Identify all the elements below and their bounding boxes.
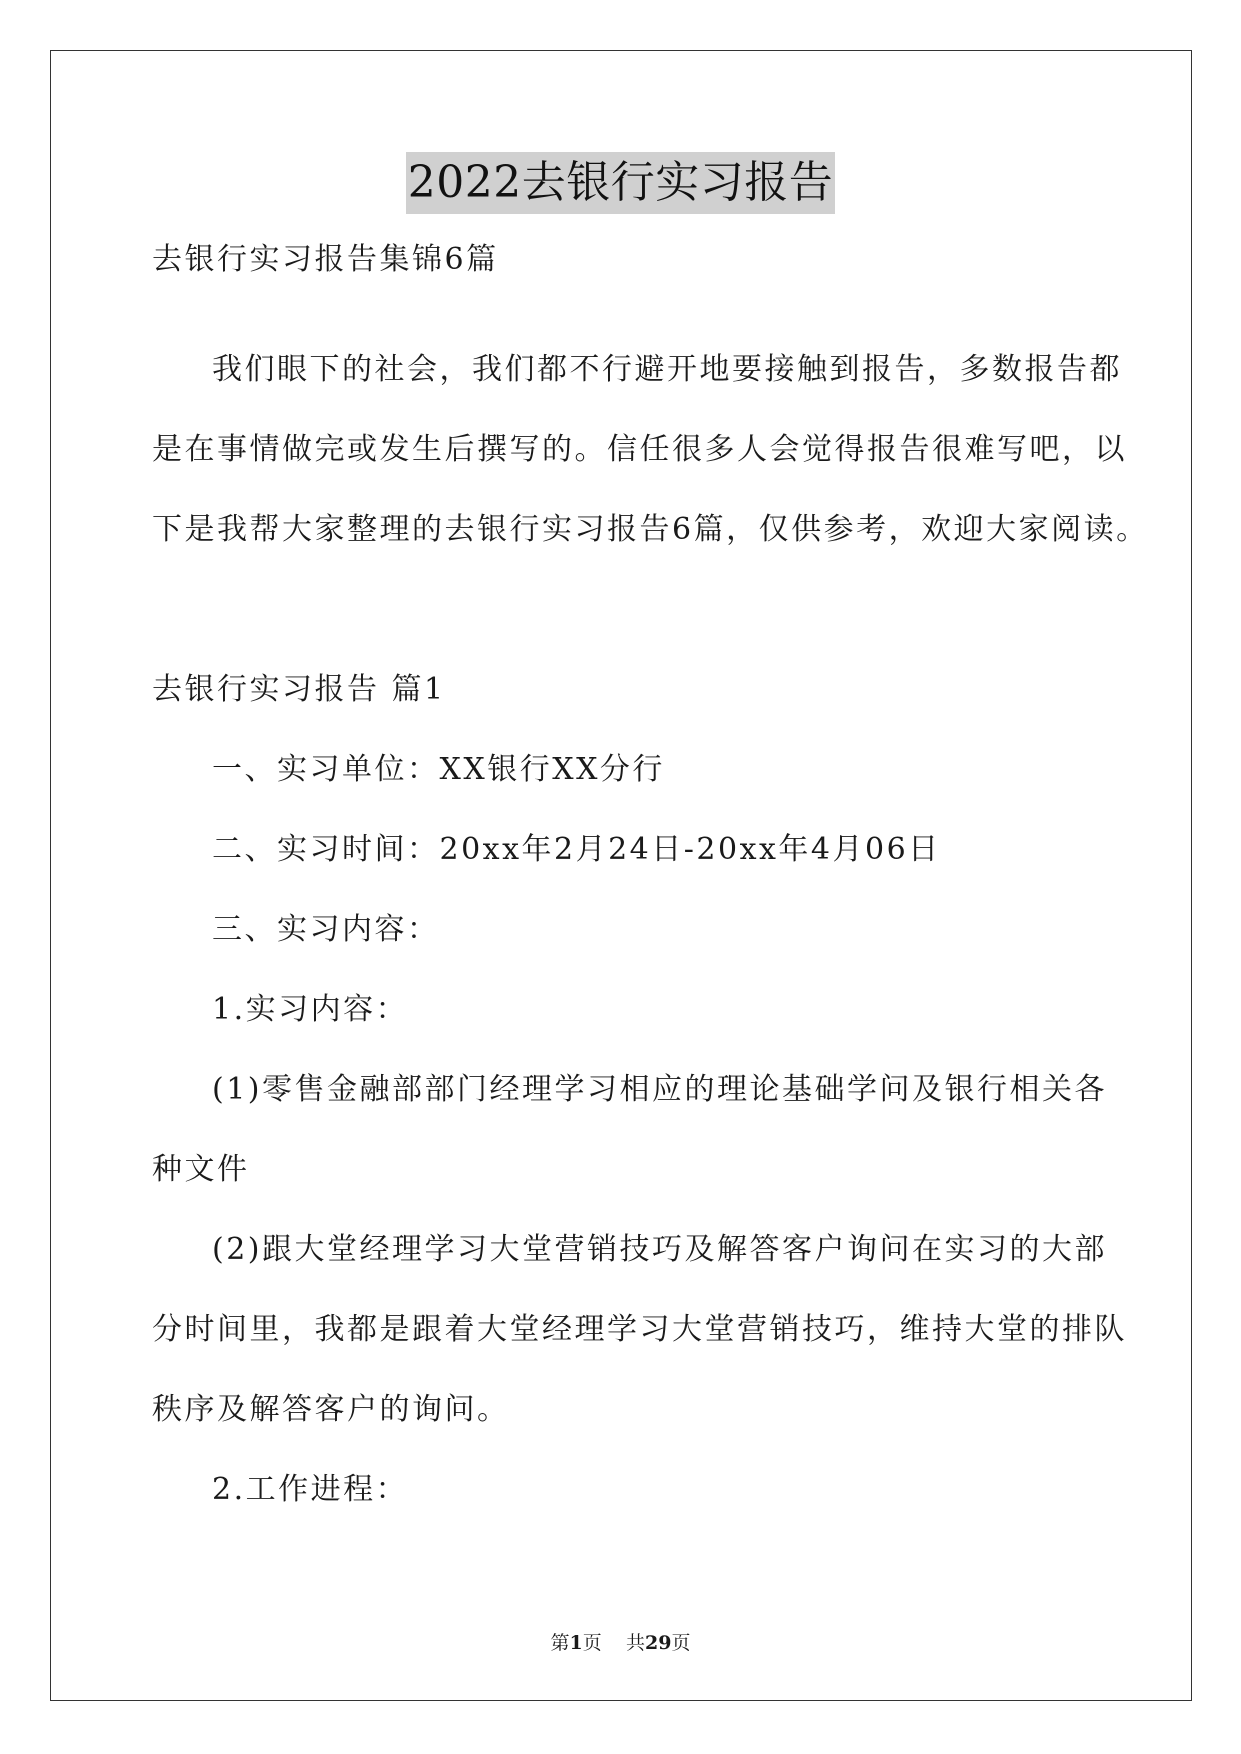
paragraph-1-line-1: (1)零售金融部部门经理学习相应的理论基础学问及银行相关各: [212, 1072, 1107, 1107]
item-time: 二、实习时间：20xx年2月24日-20xx年4月06日: [212, 832, 941, 867]
footer-page-suffix: 页: [582, 1632, 602, 1654]
footer-prefix: 第: [550, 1632, 570, 1654]
section-heading: 去银行实习报告 篇1: [152, 672, 446, 707]
paragraph-2-line-3: 秩序及解答客户的询问。: [152, 1392, 510, 1427]
document-subtitle: 去银行实习报告集锦6篇: [152, 242, 499, 277]
intro-line-2: 是在事情做完或发生后撰写的。信任很多人会觉得报告很难写吧，以: [152, 432, 1127, 467]
item-unit: 一、实习单位：XX银行XX分行: [212, 752, 665, 787]
document-title: 2022去银行实习报告: [406, 152, 835, 214]
footer-total-pages: 29: [644, 1632, 672, 1654]
paragraph-2-line-1: (2)跟大堂经理学习大堂营销技巧及解答客户询问在实习的大部: [212, 1232, 1107, 1267]
page-footer: [0, 1630, 1241, 1656]
page-border: [50, 50, 1192, 1701]
footer-total-suffix: 页: [671, 1632, 691, 1654]
footer-page-number: 1: [569, 1632, 583, 1654]
intro-line-3: 下是我帮大家整理的去银行实习报告6篇，仅供参考，欢迎大家阅读。: [152, 512, 1149, 547]
item-sub2-heading: 2.工作进程：: [212, 1472, 409, 1507]
item-content-heading: 三、实习内容：: [212, 912, 440, 947]
paragraph-1-line-2: 种文件: [152, 1152, 250, 1187]
item-sub1-heading: 1.实习内容：: [212, 992, 409, 1027]
paragraph-2-line-2: 分时间里，我都是跟着大堂经理学习大堂营销技巧，维持大堂的排队: [152, 1312, 1127, 1347]
footer-total-prefix: 共: [625, 1632, 645, 1654]
intro-line-1: 我们眼下的社会，我们都不行避开地要接触到报告，多数报告都: [212, 352, 1122, 387]
title-wrap: [0, 152, 1241, 214]
